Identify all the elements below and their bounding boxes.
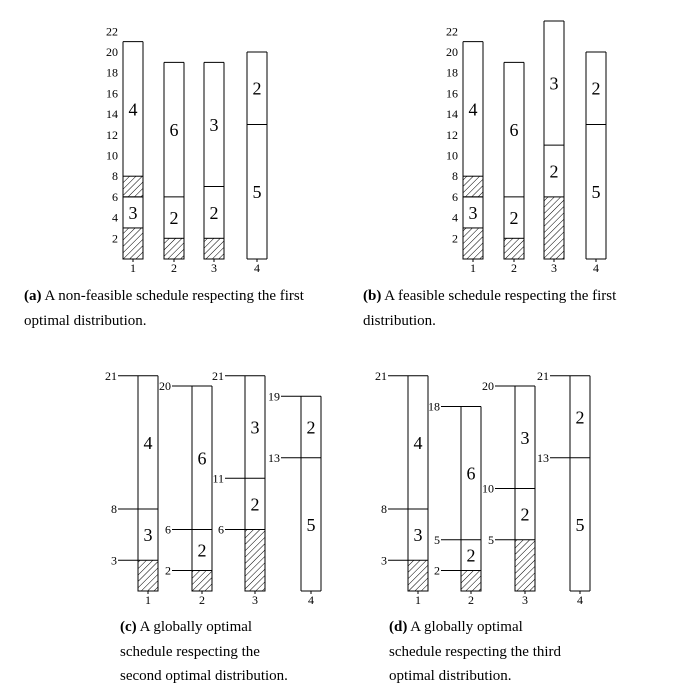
panel-b-processor-label-2: 2 <box>511 261 517 275</box>
panel-b-p1-task-label: 4 <box>468 99 478 120</box>
panel-b-processor-4 <box>586 52 606 275</box>
panel-d-processor-label-1: 1 <box>415 593 421 607</box>
caption-c <box>120 615 323 689</box>
panel-a-p4-task-label: 5 <box>252 182 262 203</box>
panel-c-processor-2 <box>159 379 212 607</box>
panel-d-processor-1 <box>375 369 428 607</box>
panel-c-p1-tick-label-3: 3 <box>111 553 117 568</box>
panel-d-p4-task-label: 2 <box>575 407 585 428</box>
panel-b-p1-idle-block <box>463 228 483 259</box>
panel-a-p2-task-label: 6 <box>169 120 179 141</box>
panel-b-ytick-10: 10 <box>446 148 458 163</box>
panel-d-chart <box>375 369 590 607</box>
panel-a-p2-task-label: 2 <box>169 208 179 229</box>
panel-c-processor-label-1: 1 <box>145 593 151 607</box>
caption-b-text-1: A feasible schedule respecting the first <box>384 288 617 304</box>
panel-c-p2-task-label: 6 <box>197 448 207 469</box>
panel-a-processor-label-4: 4 <box>254 261 260 275</box>
panel-d-processor-2 <box>428 400 481 608</box>
panel-d-p2-idle-block <box>461 571 481 592</box>
caption-a-text-2: optimal distribution. <box>24 312 147 329</box>
panel-d-p4-tick-label-13: 13 <box>537 450 549 465</box>
panel-b-ytick-20: 20 <box>446 45 458 59</box>
panel-d-p3-task-label: 3 <box>520 427 530 448</box>
panel-d-p1-task-label: 4 <box>413 432 423 453</box>
panel-c-processor-label-3: 3 <box>252 593 258 607</box>
panel-d-p2-task-label: 6 <box>466 463 476 484</box>
panel-b-p3-idle-block <box>544 197 564 259</box>
caption-b-text-2: distribution. <box>363 312 436 329</box>
panel-c-p1-task-label: 3 <box>143 525 153 546</box>
panel-a-p3-task-label: 2 <box>209 202 219 223</box>
caption-c-tag: (c) <box>120 619 137 635</box>
panel-b-ytick-22: 22 <box>446 24 458 39</box>
panel-c-processor-1 <box>105 369 158 607</box>
panel-d-processor-3 <box>482 379 535 607</box>
panel-b-p4-task-label: 2 <box>591 78 601 99</box>
panel-b-ytick-8: 8 <box>452 169 458 184</box>
panel-a-processor-label-3: 3 <box>211 261 217 275</box>
caption-d <box>389 615 592 689</box>
panel-a-p1-idle-block <box>123 176 143 197</box>
panel-a-ytick-10: 10 <box>106 148 118 163</box>
panel-c-p1-tick-label-8: 8 <box>111 502 117 516</box>
panel-a-ytick-14: 14 <box>106 107 118 122</box>
panel-c-p2-task-label: 2 <box>197 540 207 561</box>
panel-b-ytick-18: 18 <box>446 65 458 80</box>
panel-d-p3-tick-label-5: 5 <box>488 532 494 547</box>
panel-d-p4-tick-label-21: 21 <box>537 368 549 383</box>
panel-a-p1-idle-block <box>123 228 143 259</box>
panel-b-chart <box>446 21 606 275</box>
panel-d-processor-4 <box>537 369 590 607</box>
panel-c-p3-tick-label-11: 11 <box>212 471 224 486</box>
panel-a-chart <box>106 24 267 275</box>
panel-a-ytick-20: 20 <box>106 45 118 59</box>
panel-b-ytick-16: 16 <box>446 86 458 101</box>
panel-a-p4-task-label: 2 <box>252 78 262 99</box>
panel-b-ytick-6: 6 <box>452 189 458 204</box>
panel-d-p1-idle-block <box>408 560 428 591</box>
panel-b-processor-label-3: 3 <box>551 261 557 275</box>
panel-b-p4-task-label: 5 <box>591 182 601 203</box>
caption-d-text-1: A globally optimal <box>410 619 523 635</box>
panel-c-p1-tick-label-21: 21 <box>105 368 117 383</box>
panel-c-chart <box>105 369 321 607</box>
panel-b-ytick-12: 12 <box>446 127 458 142</box>
caption-a <box>24 284 350 333</box>
panel-a-ytick-16: 16 <box>106 86 118 101</box>
panel-a-processor-2 <box>164 62 184 275</box>
caption-b-tag: (b) <box>363 288 382 304</box>
panel-c-p3-tick-label-6: 6 <box>218 522 224 537</box>
panel-a-processor-label-2: 2 <box>171 261 177 275</box>
panel-b-p3-task-label: 2 <box>549 161 559 182</box>
panel-b-processor-3 <box>544 21 564 275</box>
caption-d-line-1 <box>389 615 592 640</box>
caption-d-text-2: schedule respecting the third <box>389 643 562 660</box>
panel-b-p3-task-label: 3 <box>549 73 559 94</box>
panel-b-p2-idle-block <box>504 238 524 259</box>
panel-a-processor-3 <box>204 62 224 275</box>
panel-c-p1-task-label: 4 <box>143 432 153 453</box>
caption-d-tag: (d) <box>389 619 408 635</box>
panel-d-processor-label-3: 3 <box>522 593 528 607</box>
panel-c-processor-label-2: 2 <box>199 593 205 607</box>
panel-a-ytick-8: 8 <box>112 169 118 184</box>
panel-d-p3-task-label: 2 <box>520 504 530 525</box>
panel-c-p3-idle-block <box>245 530 265 592</box>
panel-b-ytick-4: 4 <box>452 210 458 225</box>
panel-d-p2-tick-label-5: 5 <box>434 532 440 547</box>
panel-d-processor-label-4: 4 <box>577 593 583 607</box>
panel-a-processor-4 <box>247 52 267 275</box>
panel-b-ytick-2: 2 <box>452 231 458 246</box>
panel-c-p3-tick-label-21: 21 <box>212 368 224 383</box>
panel-a-processor-label-1: 1 <box>130 261 136 275</box>
panel-d-p1-tick-label-21: 21 <box>375 368 387 383</box>
panel-d-p4-task-label: 5 <box>575 514 585 535</box>
caption-a-text-1: A non-feasible schedule respecting the first <box>44 288 304 304</box>
panel-c-p2-idle-block <box>192 571 212 592</box>
panel-d-p1-tick-label-8: 8 <box>381 502 387 516</box>
caption-c-text-1: A globally optimal <box>139 619 253 635</box>
panel-c-p2-tick-label-20: 20 <box>159 379 171 393</box>
panel-c-p3-task-label: 2 <box>250 494 260 515</box>
panel-d-p3-tick-label-10: 10 <box>482 481 494 496</box>
panel-a-p1-task-label: 3 <box>128 202 138 223</box>
panel-b-ytick-14: 14 <box>446 107 458 122</box>
panel-a-ytick-2: 2 <box>112 231 118 246</box>
panel-a-ytick-22: 22 <box>106 24 118 39</box>
caption-c-text-2: schedule respecting the <box>120 643 260 660</box>
caption-b <box>363 284 689 333</box>
panel-c-processor-4 <box>268 389 321 607</box>
panel-d-p3-tick-label-20: 20 <box>482 379 494 393</box>
caption-c-line-1 <box>120 615 323 640</box>
panel-d-processor-label-2: 2 <box>468 593 474 607</box>
panel-c-p4-task-label: 2 <box>306 417 316 438</box>
panel-d-p2-tick-label-2: 2 <box>434 563 440 578</box>
panel-a-ytick-18: 18 <box>106 65 118 80</box>
panel-c-p2-tick-label-6: 6 <box>165 522 171 537</box>
panel-a-ytick-4: 4 <box>112 210 118 225</box>
panel-a-p3-task-label: 3 <box>209 114 219 135</box>
panel-a-processor-1 <box>123 42 143 275</box>
panel-d-p1-tick-label-3: 3 <box>381 553 387 568</box>
panel-b-p1-idle-block <box>463 176 483 197</box>
panel-b-processor-2 <box>504 62 524 275</box>
panel-d-p2-tick-label-18: 18 <box>428 399 440 414</box>
panel-a-ytick-6: 6 <box>112 189 118 204</box>
panel-a-ytick-12: 12 <box>106 127 118 142</box>
panel-b-processor-label-4: 4 <box>593 261 599 275</box>
panel-c-p3-task-label: 3 <box>250 417 260 438</box>
panel-a-p1-task-label: 4 <box>128 99 138 120</box>
panel-b-processor-label-1: 1 <box>470 261 476 275</box>
panel-b-p1-task-label: 3 <box>468 202 478 223</box>
panel-b-p2-task-label: 2 <box>509 208 519 229</box>
panel-b-processor-1 <box>463 42 483 275</box>
caption-b-line-1 <box>363 284 689 309</box>
panel-a-p2-idle-block <box>164 238 184 259</box>
panel-c-p2-tick-label-2: 2 <box>165 563 171 578</box>
panel-c-p4-task-label: 5 <box>306 514 316 535</box>
caption-d-text-3: optimal distribution. <box>389 668 512 684</box>
panel-d-p2-task-label: 2 <box>466 545 476 566</box>
panel-c-p1-idle-block <box>138 560 158 591</box>
panel-b-p2-task-label: 6 <box>509 120 519 141</box>
panel-c-processor-label-4: 4 <box>308 593 314 607</box>
panel-a-p3-idle-block <box>204 238 224 259</box>
panel-c-p4-tick-label-19: 19 <box>268 389 280 404</box>
caption-a-line-1 <box>24 284 350 309</box>
caption-c-text-3: second optimal distribution. <box>120 668 288 684</box>
panel-c-p4-tick-label-13: 13 <box>268 450 280 465</box>
panel-d-p1-task-label: 3 <box>413 525 423 546</box>
panel-d-p3-idle-block <box>515 540 535 591</box>
caption-a-tag: (a) <box>24 288 42 304</box>
panel-c-processor-3 <box>212 369 265 607</box>
